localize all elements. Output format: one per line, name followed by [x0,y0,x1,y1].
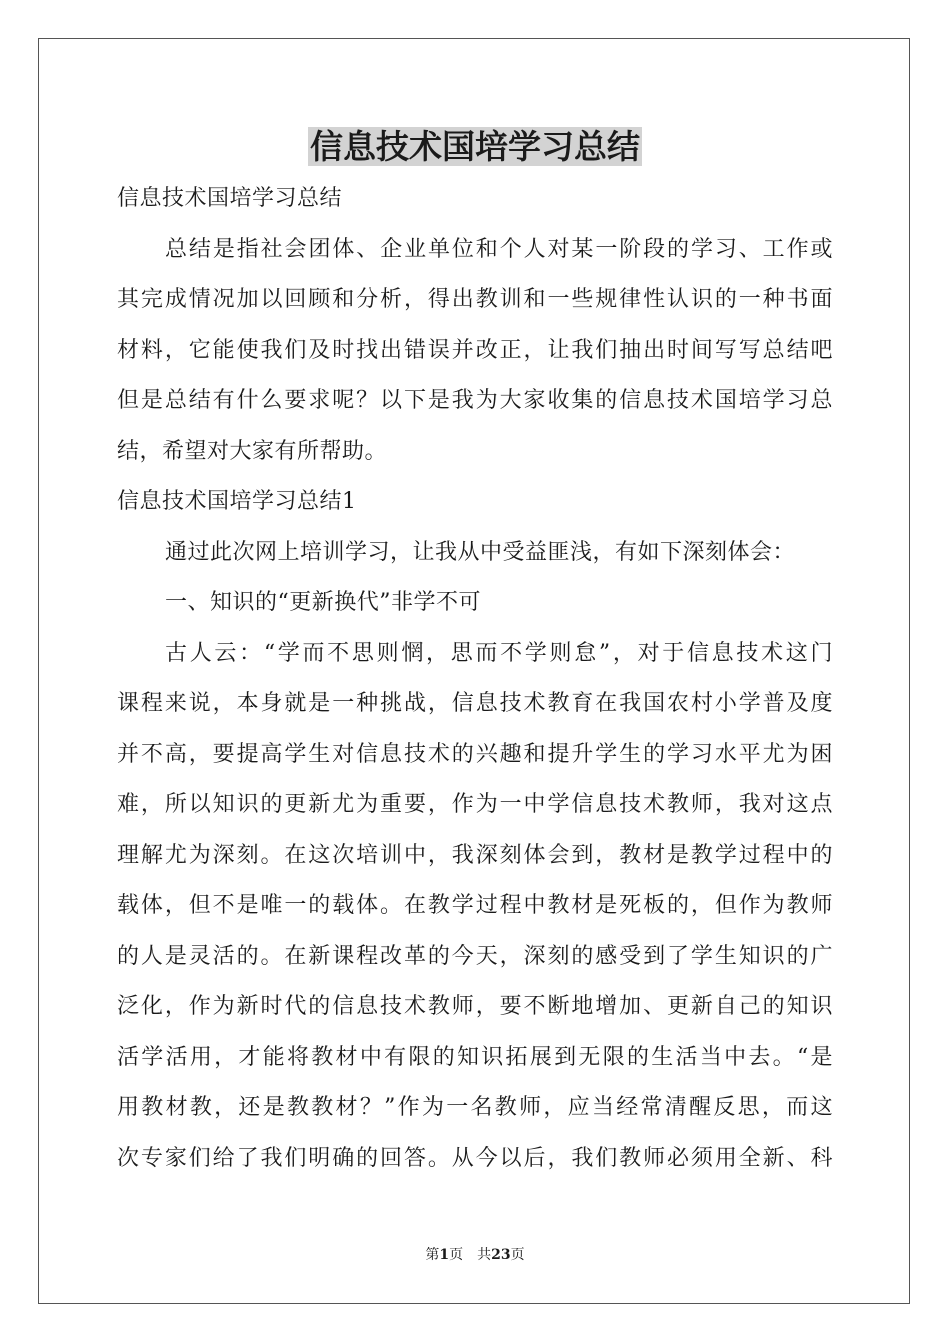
paragraph-line: 载体，但不是唯一的载体。在教学过程中教材是死板的，但作为教师 [117,893,833,918]
document-title [0,124,950,170]
paragraph-line: 总结是指社会团体、企业单位和个人对某一阶段的学习、工作或 [165,236,833,262]
footer-page-prefix: 第 [425,1247,440,1263]
footer-page-number: 1 [439,1247,450,1263]
paragraph-line: 材料，它能使我们及时找出错误并改正，让我们抽出时间写写总结吧 [117,337,833,363]
page-footer [0,1245,950,1265]
footer-total-suffix: 页 [510,1247,525,1263]
paragraph-line: 其完成情况加以回顾和分析，得出教训和一些规律性认识的一种书面 [117,287,833,312]
paragraph-line: 通过此次网上培训学习，让我从中受益匪浅，有如下深刻体会： [165,539,796,565]
paragraph-line: 用教材教，还是教教材？”作为一名教师，应当经常清醒反思，而这 [117,1095,833,1120]
paragraph-line: 理解尤为深刻。在这次培训中，我深刻体会到，教材是教学过程中的 [117,842,833,868]
section-heading: 信息技术国培学习总结 [117,186,343,211]
paragraph-line: 并不高，要提高学生对信息技术的兴趣和提升学生的学习水平尤为困 [117,741,833,767]
paragraph-line: 古人云：“学而不思则惘，思而不学则怠”，对于信息技术这门 [165,640,833,666]
paragraph-line: 泛化，作为新时代的信息技术教师，要不断地增加、更新自己的知识 [117,994,833,1019]
section-heading: 信息技术国培学习总结1 [117,489,357,514]
paragraph-line: 的人是灵活的。在新课程改革的今天，深刻的感受到了学生知识的广 [117,943,833,969]
document-body [117,174,833,1184]
paragraph-line: 课程来说，本身就是一种挑战，信息技术教育在我国农村小学普及度 [117,691,833,716]
paragraph-line: 次专家们给了我们明确的回答。从今以后，我们教师必须用全新、科 [117,1145,833,1171]
paragraph-line: 结，希望对大家有所帮助。 [117,438,388,464]
footer-total-prefix: 共 [477,1247,492,1263]
document-title-text: 信息技术国培学习总结 [310,127,640,166]
paragraph-line: 但是总结有什么要求呢？以下是我为大家收集的信息技术国培学习总 [117,388,833,413]
paragraph-line: 一、知识的“更新换代”非学不可 [165,590,481,615]
footer-page-suffix: 页 [449,1247,464,1263]
footer-total-pages: 23 [491,1247,511,1263]
paragraph-line: 难，所以知识的更新尤为重要，作为一中学信息技术教师，我对这点 [117,792,833,817]
paragraph-line: 活学活用，才能将教材中有限的知识拓展到无限的生活当中去。“是 [117,1044,833,1070]
